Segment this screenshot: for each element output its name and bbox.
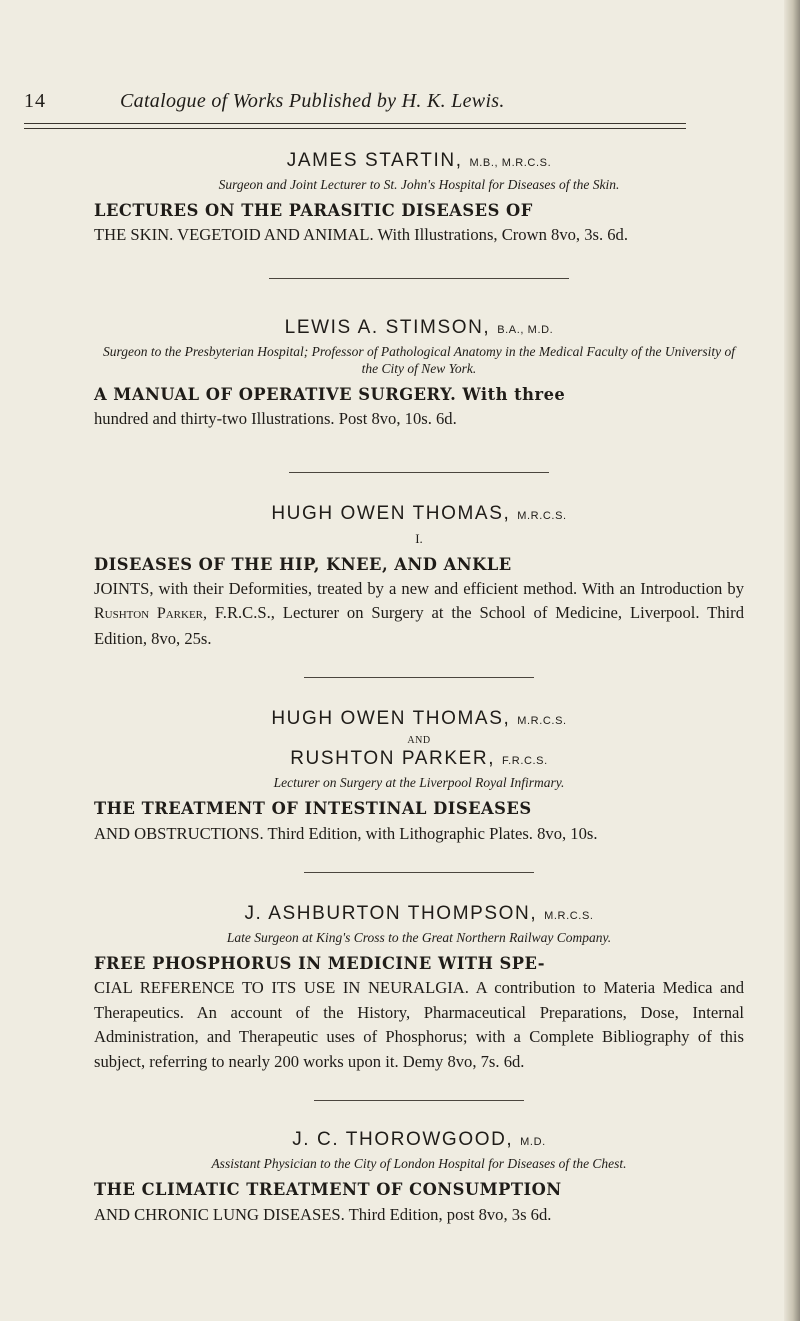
- author-name: LEWIS A. STIMSON, B.A., M.D.: [284, 316, 554, 338]
- author-degrees: M.R.C.S.: [544, 910, 594, 923]
- author-degrees: F.R.C.S.: [502, 755, 548, 768]
- author-name: J. ASHBURTON THOMPSON, M.R.C.S.: [244, 903, 594, 925]
- section-divider: [289, 472, 549, 473]
- author-conjunction: AND: [407, 735, 431, 747]
- catalogue-entry: [94, 708, 744, 846]
- work-description: FREE PHOSPHORUS IN MEDICINE WITH SPE- CIAL REFERENCE TO ITS USE IN NEURALGIA. A contribution to Materia Medica and Therapeutics. An account of the History, Pharmaceutical Preparations, Dose, Internal Administration, and Therapeutic uses of Phosphorus; with a Complete Bibliography of this subject, referring to nearly 200 works upon it. Demy 8vo, 7s. 6d.: [94, 954, 744, 1071]
- volume-numeral: I.: [415, 530, 423, 546]
- author-degrees: M.R.C.S.: [517, 715, 567, 728]
- author-affiliation: Late Surgeon at King's Cross to the Great Northern Railway Company.: [226, 930, 612, 946]
- work-title: THE CLIMATIC TREATMENT OF CONSUMPTION: [94, 1180, 562, 1200]
- section-divider: [304, 872, 534, 873]
- author-degrees: M.D.: [520, 1136, 546, 1149]
- page-edge: [784, 0, 800, 1321]
- catalogue-entry: [94, 1129, 744, 1227]
- author-affiliation: Assistant Physician to the City of London Hospital for Diseases of the Chest.: [211, 1156, 627, 1172]
- author-name: J. C. THOROWGOOD, M.D.: [292, 1129, 546, 1151]
- section-divider: [269, 278, 569, 279]
- work-description: THE TREATMENT OF INTESTINAL DISEASES AND OBSTRUCTIONS. Third Edition, with Lithographic Plates. 8vo, 10s.: [94, 799, 598, 843]
- page-header: [24, 90, 680, 113]
- work-description: A MANUAL OF OPERATIVE SURGERY. With three hundred and thirty-two Illustrations. Post 8vo, 10s. 6d.: [94, 384, 566, 429]
- catalogue-entry: [94, 317, 744, 432]
- author-affiliation: Lecturer on Surgery at the Liverpool Royal Infirmary.: [273, 775, 565, 791]
- catalogue-entry: [94, 903, 744, 1074]
- author-name-second: RUSHTON PARKER, F.R.C.S.: [290, 748, 548, 770]
- work-title: LECTURES ON THE PARASITIC DISEASES OF: [94, 201, 533, 220]
- author-name: JAMES STARTIN, M.B., M.R.C.S.: [286, 150, 552, 171]
- author-degrees: M.R.C.S.: [517, 509, 567, 522]
- author-degrees: B.A., M.D.: [497, 323, 554, 336]
- work-description: THE CLIMATIC TREATMENT OF CONSUMPTION AND CHRONIC LUNG DISEASES. Third Edition, post 8vo, 3s 6d.: [94, 1180, 562, 1224]
- work-description: DISEASES OF THE HIP, KNEE, AND ANKLE JOINTS, with their Deformities, treated by a new and efficient method. With an Introduction by Rushton Parker, F.R.C.S., Lecturer on Surgery at the School of Medicine, Liverpool. Third Edition, 8vo, 25s.: [94, 554, 744, 648]
- section-divider: [314, 1100, 524, 1101]
- work-title: DISEASES OF THE HIP, KNEE, AND ANKLE: [94, 554, 512, 574]
- author-name: HUGH OWEN THOMAS, M.R.C.S.: [271, 708, 567, 730]
- header-rule: [24, 123, 686, 129]
- catalogue-entry: [94, 150, 744, 248]
- catalogue-entry: [94, 503, 744, 652]
- work-title: FREE PHOSPHORUS IN MEDICINE WITH SPE-: [94, 954, 546, 974]
- section-divider: [304, 677, 534, 678]
- author-degrees: M.B., M.R.C.S.: [469, 157, 552, 169]
- catalogue-content: [94, 150, 744, 1244]
- work-title: THE TREATMENT OF INTESTINAL DISEASES: [94, 799, 532, 819]
- author-affiliation: Surgeon to the Presbyterian Hospital; Professor of Pathological Anatomy in the Medical Faculty of the University of the City of New York.: [103, 343, 735, 376]
- author-affiliation: Surgeon and Joint Lecturer to St. John's Hospital for Diseases of the Skin.: [218, 177, 620, 192]
- editor-name: Rushton Parker,: [94, 605, 208, 623]
- work-description: LECTURES ON THE PARASITIC DISEASES OF THE SKIN. VEGETOID AND ANIMAL. With Illustrations, Crown 8vo, 3s. 6d.: [94, 201, 629, 245]
- author-name: HUGH OWEN THOMAS, M.R.C.S.: [271, 502, 567, 524]
- page-number: 14: [24, 90, 46, 112]
- running-title: Catalogue of Works Published by H. K. Lewis.: [120, 90, 505, 112]
- work-title: A MANUAL OF OPERATIVE SURGERY. With three: [94, 384, 566, 404]
